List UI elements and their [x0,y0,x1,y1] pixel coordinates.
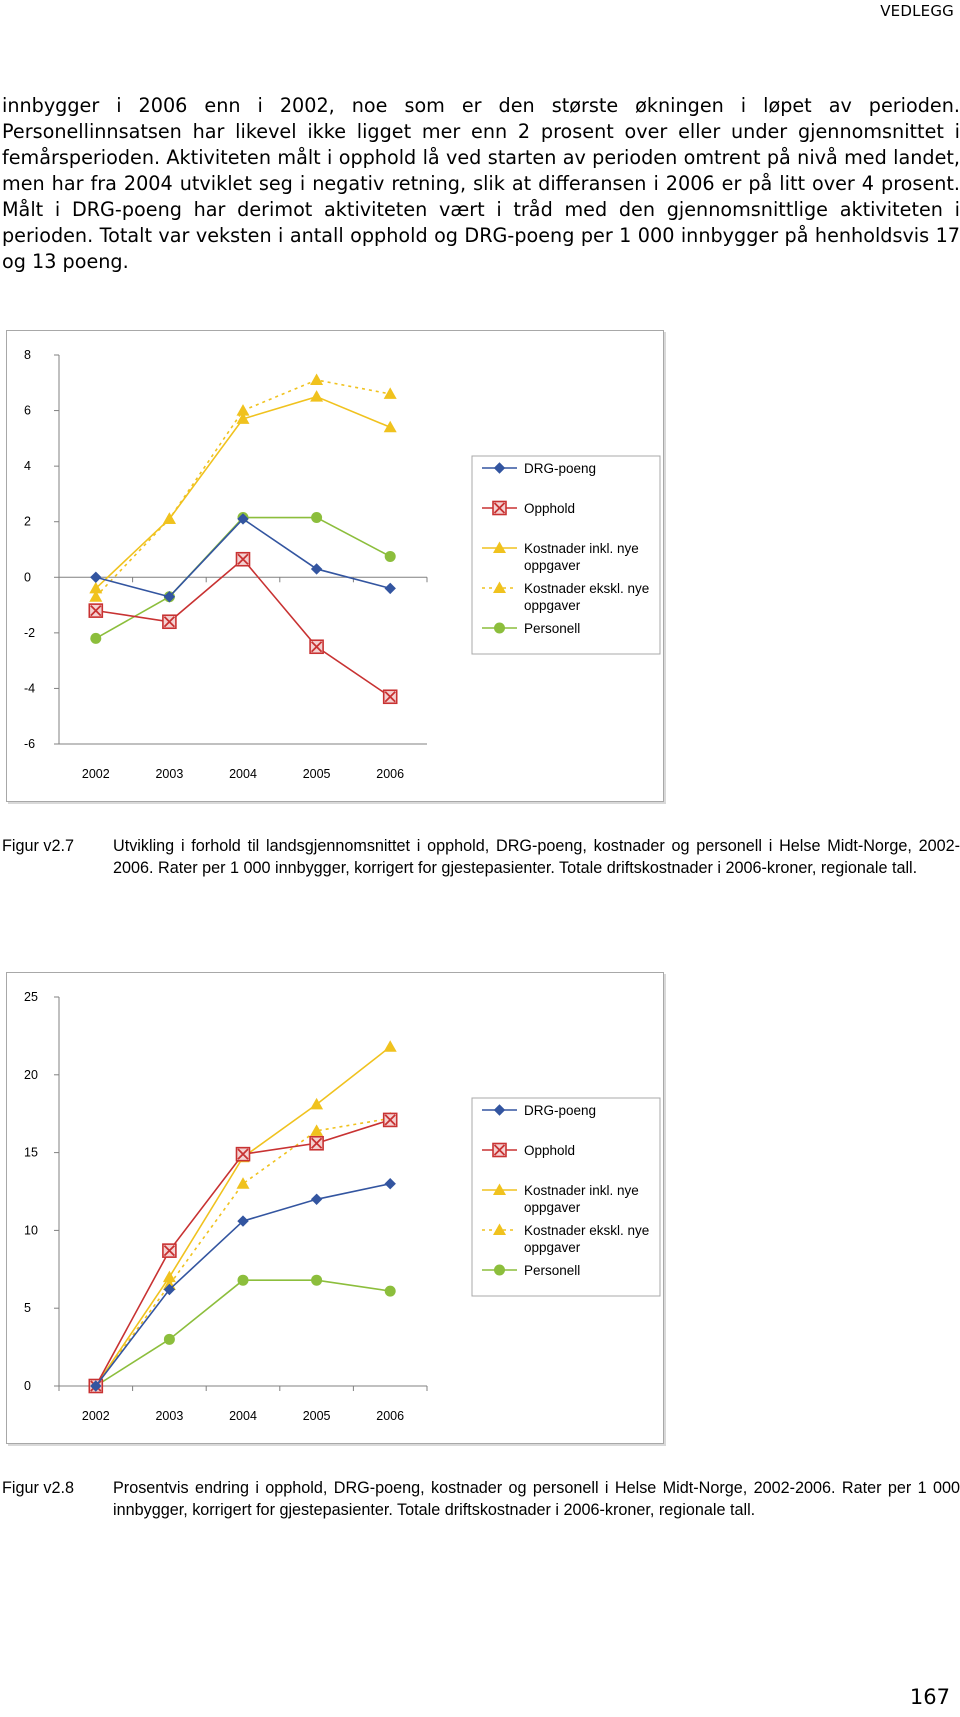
series-line [96,559,390,697]
data-point [163,1271,176,1283]
legend-entry [482,501,575,516]
running-header: VEDLEGG [880,2,954,20]
x-tick-label: 2002 [81,767,110,781]
data-point [385,1286,396,1297]
legend-label: Kostnader inkl. nye [524,1183,639,1198]
x-tick-label: 2006 [376,1409,405,1423]
legend-label: oppgaver [524,1200,581,1215]
x-tick-label: 2002 [81,1409,110,1423]
x-tick-label: 2004 [229,1409,257,1423]
paragraph-text: innbygger i 2006 enn i 2002, noe som er den største økningen i løpet av perioden. Personellinnsatsen har likevel ikke ligget mer enn 2 prosent over eller under gjennomsnittet i femårsperioden. Aktiviteten målt i opphold lå ved starten av perioden omtrent på nivå med landet, men har fra 2004 utviklet seg i negativ retning, slik at differansen i 2006 er på litt over 4 prosent. Målt i DRG-poeng har derimot aktiviteten vært i tråd med den gjennomsnittlige aktiviteten i perioden. Totalt var veksten i antall opphold og DRG-poeng per 1 000 innbygger på henholdsvis 17 og 13 poeng. [2,94,960,273]
data-point [384,1113,397,1126]
data-point [237,1177,250,1189]
series-kostnader-ekskl-nye-oppgaver [89,374,396,602]
caption-label: Figur v2.8 [2,1479,74,1497]
chart-figure-v2-7 [6,330,664,802]
data-point [310,640,323,653]
body-paragraph [2,93,960,275]
legend-label: oppgaver [524,598,581,613]
y-tick-label: 10 [24,1223,38,1238]
data-point [163,1244,176,1257]
legend-label: Opphold [524,501,576,516]
data-point [311,512,322,523]
series-line [96,518,390,639]
y-tick-label: 0 [24,1379,31,1393]
x-tick-label: 2003 [155,767,184,781]
y-tick-label: 2 [24,514,31,529]
legend-marker [494,1265,505,1276]
legend-label: oppgaver [524,558,581,573]
y-tick-label: 25 [24,990,38,1004]
y-tick-label: 20 [24,1067,38,1082]
data-point [91,572,101,582]
y-tick-label: 4 [24,459,31,474]
caption-text: Prosentvis endring i opphold, DRG-poeng, kostnader og personell i Helse Midt-Norge, 2002-2006. Rater per 1 000 innbygger, korrigert for gjestepasienter. Totale driftskostnader i 2006-kroner, regionale tall. [113,1479,960,1519]
legend-label: Kostnader ekskl. nye [524,581,650,596]
data-point [312,564,322,574]
legend-marker [493,502,506,515]
data-point [385,1179,395,1189]
y-tick-label: 6 [24,403,31,418]
y-tick-label: 5 [24,1301,31,1316]
data-point [384,690,397,703]
y-tick-label: -6 [24,737,36,751]
page-number: 167 [909,1685,950,1709]
data-point [238,1275,249,1286]
data-point [384,387,397,399]
data-point [89,604,102,617]
data-point [312,1194,322,1204]
data-point [237,1148,250,1161]
y-tick-label: -2 [24,625,36,640]
legend-label: Kostnader inkl. nye [524,541,639,556]
x-tick-label: 2006 [376,767,405,781]
y-tick-label: 15 [24,1145,38,1160]
data-point [384,421,397,433]
data-point [163,615,176,628]
data-point [385,551,396,562]
data-point [310,390,323,402]
legend-entry [482,1143,575,1158]
legend-label: Kostnader ekskl. nye [524,1223,650,1238]
data-point [310,1098,323,1110]
legend-label: Opphold [524,1143,576,1158]
x-tick-label: 2003 [155,1409,184,1423]
caption-label: Figur v2.7 [2,837,74,855]
legend-marker [493,1144,506,1157]
series-line [96,1280,390,1386]
legend-label: DRG-poeng [524,1103,597,1118]
legend-label: Personell [524,621,581,636]
data-point [237,553,250,566]
y-tick-label: 8 [24,348,31,362]
series-opphold [89,1113,396,1392]
data-point [311,1275,322,1286]
x-tick-label: 2005 [302,1409,331,1423]
data-point [384,1040,397,1052]
legend-label: DRG-poeng [524,461,597,476]
data-point [310,1137,323,1150]
data-point [163,512,176,524]
caption-text: Utvikling i forhold til landsgjennomsnittet i opphold, DRG-poeng, kostnader og personell i Helse Midt-Norge, 2002-2006. Rater per 1 000 innbygger, korrigert for gjestepasienter. Totale driftskostnader i 2006-kroner, regionale tall. [113,837,960,877]
chart-figure-v2-8 [6,972,664,1444]
x-tick-label: 2004 [229,767,257,781]
legend-label: oppgaver [524,1240,581,1255]
x-tick-label: 2005 [302,767,331,781]
legend-marker [494,623,505,634]
chart-svg-v2-7 [7,331,663,801]
legend-label: Personell [524,1263,581,1278]
y-tick-label: -4 [24,681,36,696]
data-point [385,583,395,593]
data-point [164,1334,175,1345]
data-point [310,374,323,386]
series-opphold [89,553,396,704]
chart-svg-v2-8 [7,973,663,1443]
y-tick-label: 0 [24,570,31,585]
data-point [90,633,101,644]
